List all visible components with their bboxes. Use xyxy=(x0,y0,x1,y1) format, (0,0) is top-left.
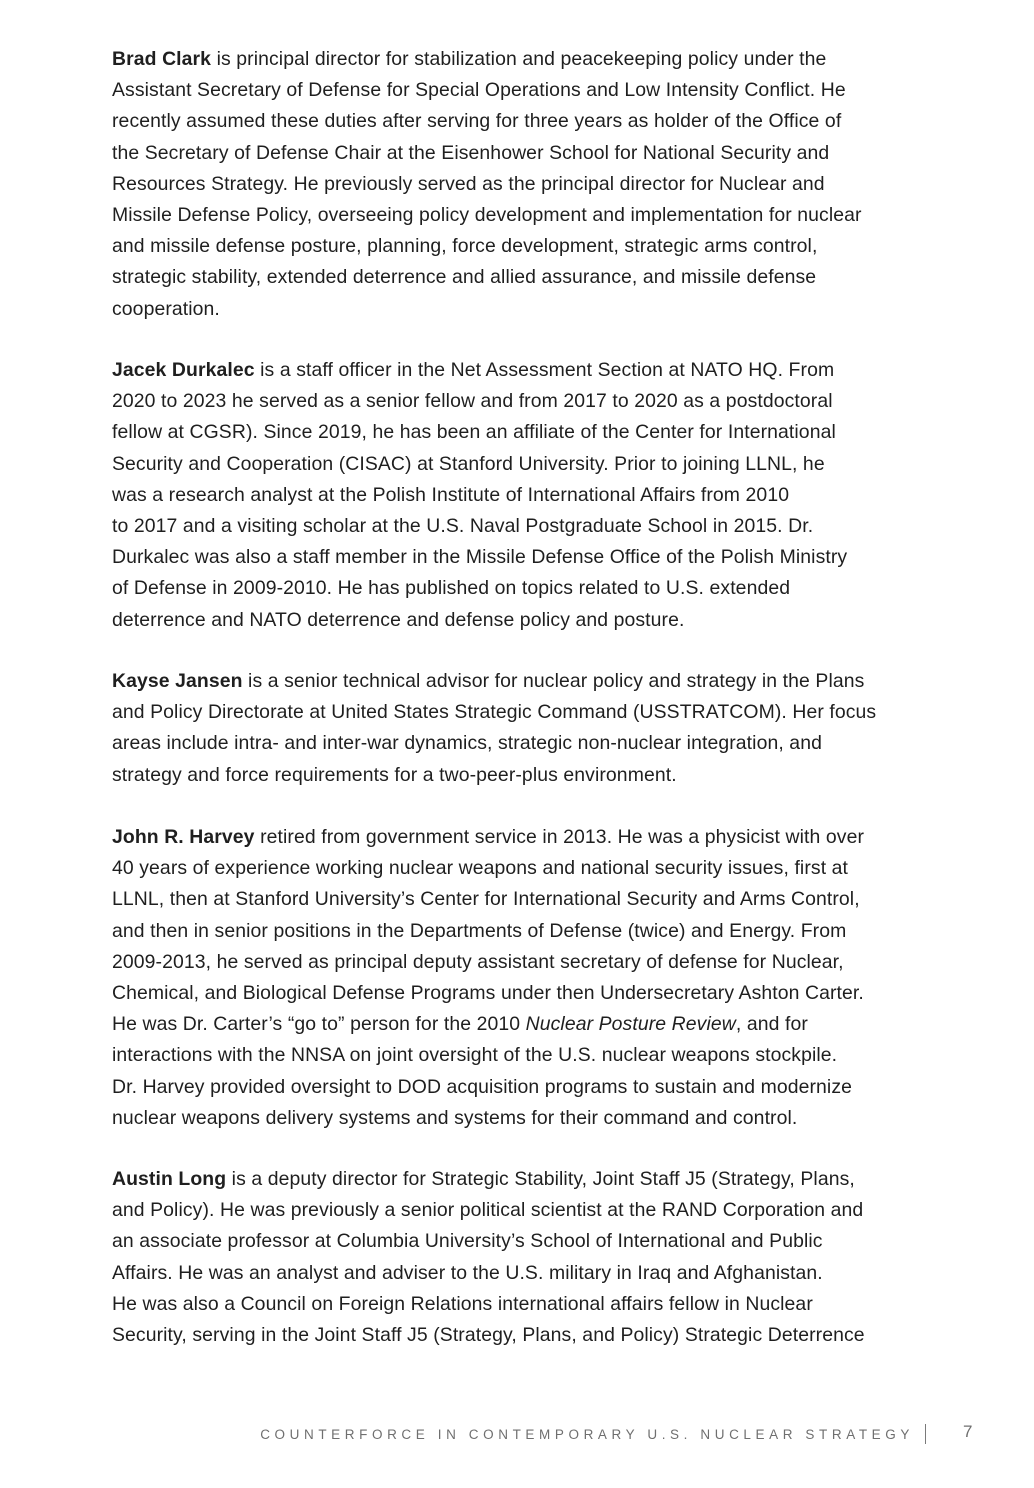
bio-line: strategy and force requirements for a two-peer-plus environment. xyxy=(112,763,677,786)
bio-text-segment: is a staff officer in the Net Assessment Section at NATO HQ. From xyxy=(254,359,835,381)
bio-text-segment: is principal director for stabilization and peacekeeping policy under the xyxy=(211,48,827,70)
bio-line: and missile defense posture, planning, force development, strategic arms control, xyxy=(112,235,818,258)
bio-austin-long xyxy=(112,1164,982,1351)
bio-line: Security and Cooperation (CISAC) at Stanford University. Prior to joining LLNL, he xyxy=(112,452,825,475)
bio-line: was a research analyst at the Polish Institute of International Affairs from 2010 xyxy=(112,483,790,506)
bio-line xyxy=(112,666,982,697)
bio-name: John R. Harvey xyxy=(112,826,255,848)
bio-name: Austin Long xyxy=(112,1168,227,1190)
bio-line: recently assumed these duties after serving for three years as holder of the Office of xyxy=(112,110,842,133)
bio-line: 2009-2013, he served as principal deputy assistant secretary of defense for Nuclear, xyxy=(112,950,844,973)
bio-line: nuclear weapons delivery systems and systems for their command and control. xyxy=(112,1106,798,1129)
bio-name: Kayse Jansen xyxy=(112,670,243,692)
bio-line: Chemical, and Biological Defense Programs under then Undersecretary Ashton Carter. xyxy=(112,981,864,1004)
bio-line xyxy=(112,44,982,75)
bio-line: LLNL, then at Stanford University’s Center for International Security and Arms Control, xyxy=(112,888,860,911)
bio-text-segment: He was Dr. Carter’s “go to” person for the 2010 xyxy=(112,1013,526,1036)
bio-line: deterrence and NATO deterrence and defense policy and posture. xyxy=(112,608,685,631)
bio-brad-clark xyxy=(112,44,982,325)
bio-line: fellow at CGSR). Since 2019, he has been an affiliate of the Center for International xyxy=(112,421,836,444)
page-footer xyxy=(0,1424,1034,1448)
bio-line: and Policy). He was previously a senior political scientist at the RAND Corporation and xyxy=(112,1199,864,1222)
bio-line: cooperation. xyxy=(112,297,220,320)
bio-line xyxy=(112,822,982,853)
bio-line xyxy=(112,1009,982,1040)
bio-line: Assistant Secretary of Defense for Special Operations and Low Intensity Conflict. He xyxy=(112,79,846,102)
bio-line: Dr. Harvey provided oversight to DOD acquisition programs to sustain and modernize xyxy=(112,1075,852,1098)
running-title: COUNTERFORCE IN CONTEMPORARY U.S. NUCLEAR STRATEGY xyxy=(260,1427,914,1442)
bio-line: interactions with the NNSA on joint oversight of the U.S. nuclear weapons stockpile. xyxy=(112,1044,838,1067)
bio-line: Missile Defense Policy, overseeing policy development and implementation for nuclear xyxy=(112,203,862,226)
bio-jacek-durkalec xyxy=(112,355,982,636)
bio-line: Durkalec was also a staff member in the Missile Defense Office of the Polish Ministry xyxy=(112,546,848,569)
bio-line xyxy=(112,1164,982,1195)
bio-line: Security, serving in the Joint Staff J5 (Strategy, Plans, and Policy) Strategic Deterrence xyxy=(112,1323,865,1346)
bio-text-segment: is a senior technical advisor for nuclear policy and strategy in the Plans xyxy=(242,670,865,692)
bio-name: Jacek Durkalec xyxy=(112,359,255,381)
bio-text-segment: retired from government service in 2013. He was a physicist with over xyxy=(254,826,865,848)
bio-line xyxy=(112,355,982,386)
bio-line: of Defense in 2009-2010. He has published on topics related to U.S. extended xyxy=(112,577,791,600)
bio-line: 2020 to 2023 he served as a senior fellow and from 2017 to 2020 as a postdoctoral xyxy=(112,390,833,413)
bio-line: strategic stability, extended deterrence and allied assurance, and missile defense xyxy=(112,266,817,289)
bio-line: the Secretary of Defense Chair at the Eisenhower School for National Security and xyxy=(112,141,830,164)
bio-line: areas include intra- and inter-war dynamics, strategic non-nuclear integration, and xyxy=(112,732,822,755)
bio-line: and Policy Directorate at United States Strategic Command (USSTRATCOM). Her focus xyxy=(112,701,877,724)
bio-line: Affairs. He was an analyst and adviser to the U.S. military in Iraq and Afghanistan. xyxy=(112,1261,823,1284)
bio-line: Resources Strategy. He previously served as the principal director for Nuclear and xyxy=(112,172,825,195)
footer-divider xyxy=(925,1424,926,1444)
bio-text-segment: is a deputy director for Strategic Stability, Joint Staff J5 (Strategy, Plans, xyxy=(226,1168,855,1190)
bio-line: He was also a Council on Foreign Relations international affairs fellow in Nuclear xyxy=(112,1292,813,1315)
publication-title: Nuclear Posture Review xyxy=(525,1013,736,1036)
bio-kayse-jansen xyxy=(112,666,982,791)
page-number: 7 xyxy=(963,1422,973,1441)
bio-text-segment: , and for xyxy=(735,1013,808,1036)
bio-line: an associate professor at Columbia University’s School of International and Public xyxy=(112,1230,823,1253)
bio-john-harvey xyxy=(112,822,982,1134)
bio-line: 40 years of experience working nuclear weapons and national security issues, first at xyxy=(112,857,849,880)
bio-line: and then in senior positions in the Departments of Defense (twice) and Energy. From xyxy=(112,919,847,942)
bio-line: to 2017 and a visiting scholar at the U.S. Naval Postgraduate School in 2015. Dr. xyxy=(112,514,814,537)
bio-name: Brad Clark xyxy=(112,48,212,70)
